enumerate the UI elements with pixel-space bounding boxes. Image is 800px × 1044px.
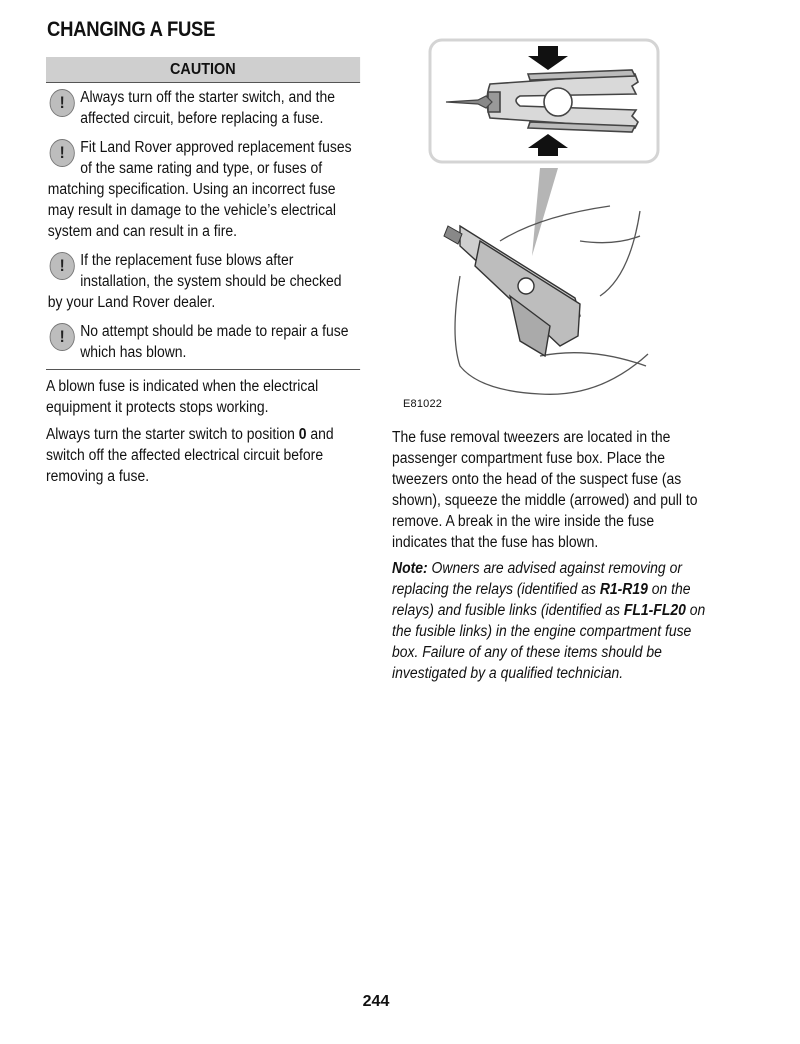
page-number: 244	[362, 993, 390, 1010]
caution-text: If the replacement fuse blows after installation, the system should be checked by your Land Rover dealer.	[47, 252, 342, 311]
caution-item	[46, 317, 360, 367]
exclamation-warning-icon: !	[50, 139, 75, 167]
blown-fuse-paragraph: A blown fuse is indicated when the electrical equipment it protects stops working.	[46, 378, 319, 416]
exclamation-warning-icon: !	[50, 323, 75, 351]
figure-code: E81022	[403, 398, 443, 410]
fuse-tweezers-illustration	[400, 36, 662, 416]
note-label: Note:	[392, 560, 428, 577]
tweezers-paragraph: The fuse removal tweezers are located in the passenger compartment fuse box. Place the tweezers onto the head of the suspect fuse (as shown), squeeze the middle (arrowed) and pull to remove. A break in the wire inside the fuse indicates that the fuse has blown.	[392, 429, 698, 551]
page-title: CHANGING A FUSE	[47, 18, 216, 41]
caution-text: No attempt should be made to repair a fuse which has blown.	[80, 323, 349, 361]
caution-header: CAUTION	[46, 57, 360, 83]
starter-switch-paragraph: Always turn the starter switch to position 0 and switch off the affected electrical circuit before removing a fuse.	[46, 426, 334, 485]
position-zero: 0	[298, 426, 307, 443]
right-column	[392, 427, 712, 689]
fusible-link-range: FL1-FL20	[623, 602, 686, 619]
caution-item	[46, 246, 360, 317]
caution-text: Fit Land Rover approved replacement fuses of the same rating and type, or fuses of matching specification. Using an incorrect fuse may result in damage to the vehicle’s electrical system and can result in a fire.	[47, 139, 352, 240]
note-paragraph: Note: Owners are advised against removing or replacing the relays (identified as R1-R19 on the relays) and fusible links (identified as FL1-FL20 on the fusible links) in the engine compartment fuse box. Failure of any of these items should be investigated by a qualified technician.	[392, 560, 706, 682]
exclamation-warning-icon: !	[50, 252, 75, 280]
exclamation-warning-icon: !	[50, 89, 75, 117]
caution-item	[46, 83, 360, 133]
caution-box	[46, 83, 360, 370]
left-column	[46, 57, 360, 487]
caution-text: Always turn off the starter switch, and the affected circuit, before replacing a fuse.	[80, 89, 336, 127]
relay-range: R1-R19	[599, 581, 648, 598]
caution-item	[46, 133, 360, 246]
